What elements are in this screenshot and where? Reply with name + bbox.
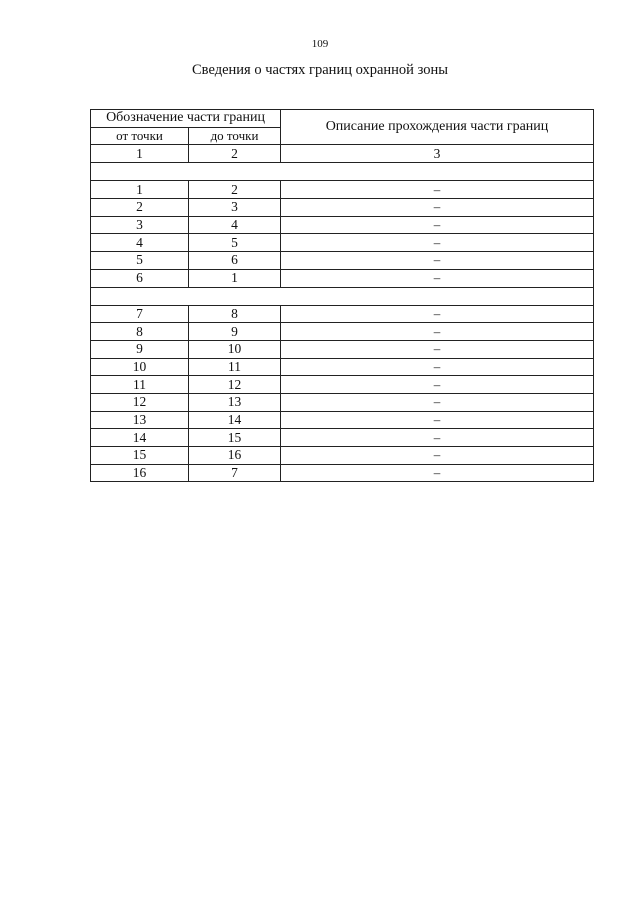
to-point-cell: 15 <box>189 429 281 447</box>
to-point-cell: 9 <box>189 323 281 341</box>
description-cell: – <box>281 269 594 287</box>
to-point-cell: 12 <box>189 376 281 394</box>
table-row <box>91 252 594 270</box>
header-boundary-designation: Обозначение части границ <box>91 110 281 128</box>
description-cell: – <box>281 216 594 234</box>
to-point-cell: 14 <box>189 411 281 429</box>
from-point-cell: 11 <box>91 376 189 394</box>
to-point-cell: 2 <box>189 181 281 199</box>
header-to-point: до точки <box>189 127 281 145</box>
table-row <box>91 305 594 323</box>
to-point-cell: 8 <box>189 305 281 323</box>
description-cell: – <box>281 447 594 465</box>
column-number: 1 <box>91 145 189 163</box>
header-boundary-description: Описание прохождения части границ <box>281 110 594 145</box>
table-row <box>91 199 594 217</box>
from-point-cell: 9 <box>91 340 189 358</box>
from-point-cell: 4 <box>91 234 189 252</box>
table-row <box>91 429 594 447</box>
table-row <box>91 411 594 429</box>
from-point-cell: 16 <box>91 464 189 482</box>
from-point-cell: 5 <box>91 252 189 270</box>
to-point-cell: 3 <box>189 199 281 217</box>
from-point-cell: 10 <box>91 358 189 376</box>
description-cell: – <box>281 376 594 394</box>
table-row <box>91 447 594 465</box>
section-header-row <box>91 287 594 305</box>
description-cell: – <box>281 305 594 323</box>
page-title: Сведения о частях границ охранной зоны <box>192 62 448 78</box>
from-point-cell: 15 <box>91 447 189 465</box>
description-cell: – <box>281 252 594 270</box>
from-point-cell: 12 <box>91 393 189 411</box>
from-point-cell: 1 <box>91 181 189 199</box>
description-cell: – <box>281 411 594 429</box>
to-point-cell: 5 <box>189 234 281 252</box>
description-cell: – <box>281 358 594 376</box>
description-cell: – <box>281 234 594 252</box>
page-number: 109 <box>311 38 329 50</box>
from-point-cell: 6 <box>91 269 189 287</box>
table-row <box>91 234 594 252</box>
from-point-cell: 2 <box>91 199 189 217</box>
from-point-cell: 7 <box>91 305 189 323</box>
to-point-cell: 10 <box>189 340 281 358</box>
description-cell: – <box>281 340 594 358</box>
from-point-cell: 13 <box>91 411 189 429</box>
to-point-cell: 13 <box>189 393 281 411</box>
to-point-cell: 6 <box>189 252 281 270</box>
table-row <box>91 181 594 199</box>
from-point-cell: 8 <box>91 323 189 341</box>
to-point-cell: 1 <box>189 269 281 287</box>
section-title <box>91 287 594 305</box>
boundary-parts-table <box>90 109 594 482</box>
description-cell: – <box>281 181 594 199</box>
table-row <box>91 464 594 482</box>
table-row <box>91 216 594 234</box>
to-point-cell: 7 <box>189 464 281 482</box>
description-cell: – <box>281 199 594 217</box>
boundary-table-container <box>90 109 593 482</box>
table-row <box>91 323 594 341</box>
to-point-cell: 4 <box>189 216 281 234</box>
table-row <box>91 393 594 411</box>
from-point-cell: 3 <box>91 216 189 234</box>
table-body <box>91 163 594 482</box>
table-row <box>91 269 594 287</box>
to-point-cell: 16 <box>189 447 281 465</box>
description-cell: – <box>281 393 594 411</box>
description-cell: – <box>281 464 594 482</box>
header-from-point: от точки <box>91 127 189 145</box>
from-point-cell: 14 <box>91 429 189 447</box>
table-row <box>91 376 594 394</box>
section-header-row <box>91 163 594 181</box>
table-row <box>91 358 594 376</box>
column-number: 2 <box>189 145 281 163</box>
to-point-cell: 11 <box>189 358 281 376</box>
description-cell: – <box>281 429 594 447</box>
table-row <box>91 340 594 358</box>
description-cell: – <box>281 323 594 341</box>
section-title <box>91 163 594 181</box>
column-number: 3 <box>281 145 594 163</box>
